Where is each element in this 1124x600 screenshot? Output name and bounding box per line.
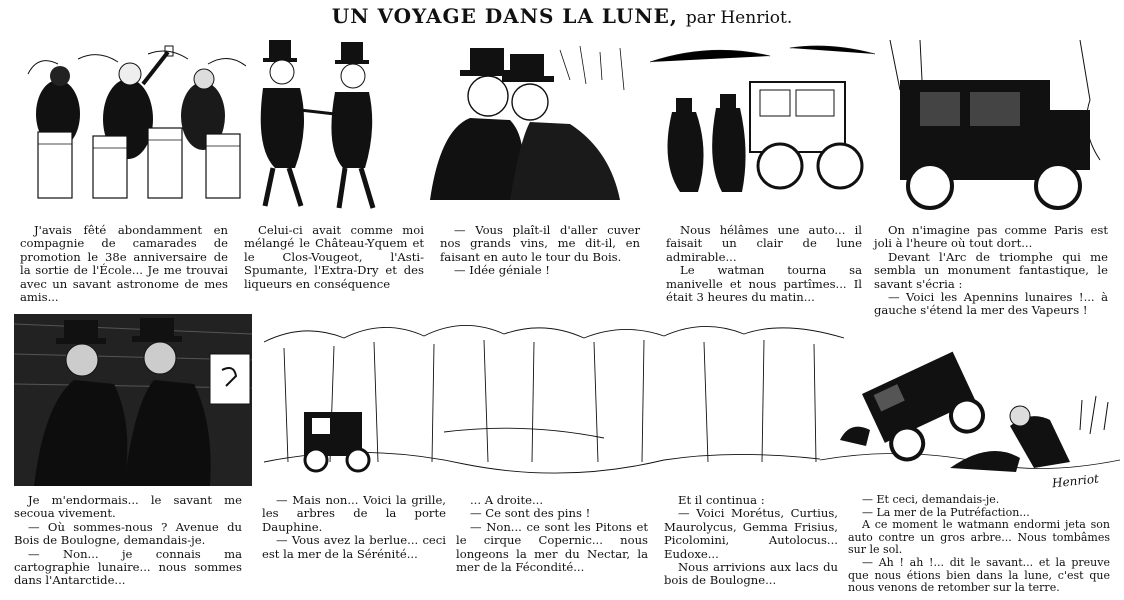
caption-6-paragraph: — Où sommes-nous ? Avenue du Bois de Boulogne, demandais-je. [14,519,242,548]
caption-8 [456,494,648,574]
caption-1 [20,224,228,304]
caption-9 [664,494,838,588]
caption-10-paragraph: — La mer de la Putréfaction... [862,505,1030,519]
auto-hailing-illustration [650,42,875,202]
caption-6 [14,494,242,588]
caption-4-paragraph: Le watman tourna sa manivelle et nous partîmes... Il était 3 heures du matin... [666,263,862,305]
panel-two-gentlemen [255,38,405,216]
sleeping-illustration [14,314,252,486]
caption-10-paragraph: — Ah ! ah !... dit le savant... et la preuve que nous étions bien dans la lune, c'est que nous venons de retomber sur la terre. [848,555,1110,595]
caption-5 [874,224,1108,318]
crash-illustration [820,350,1120,486]
caption-5-paragraph: Devant l'Arc de triomphe qui me sembla un monument fantastique, le savant s'écria : [874,249,1108,291]
panel-talking [410,40,644,200]
panel-sleeping [14,314,252,486]
caption-2 [244,224,424,291]
caption-7-paragraph: — Vous avez la berlue... ceci est la mer de la Sérénité... [262,533,446,561]
banquet-illustration [18,44,250,200]
gentlemen-illustration [255,38,405,216]
talking-illustration [410,40,644,200]
panel-hailing-auto [650,42,875,202]
caption-9-paragraph: Et il continua : [678,493,765,507]
caption-4 [666,224,862,304]
caption-4-paragraph: Nous hélâmes une auto... il faisait un clair de lune admirable... [666,223,862,264]
bois-panorama-illustration [264,312,844,490]
caption-10 [848,494,1110,595]
caption-5-paragraph: On n'imagine pas comme Paris est joli à l'heure où tout dort... [874,223,1108,251]
caption-3-paragraph: — Idée géniale ! [454,263,550,278]
page-title [0,4,1124,28]
caption-6-paragraph: — Non... je connais ma cartographie lunaire... nous sommes dans l'Antarctide... [14,546,242,588]
caption-1-paragraph: J'avais fêté abondamment en compagnie de camarades de promotion le 38e anniversaire de la sortie de l'École... Je me trouvai avec un savant astronome de mes amis... [20,223,228,305]
byline: par Henriot. [685,8,793,28]
caption-7-paragraph: — Mais non... Voici la grille, les arbres de la porte Dauphine. [262,493,446,534]
caption-8-paragraph: ... A droite... [470,493,544,507]
caption-2-paragraph: Celui-ci avait comme moi mélangé le Château-Yquem et le Clos-Vougeot, l'Asti-Spumante, l'Extra-Dry et des liqueurs en conséquence [244,223,424,291]
caption-9-paragraph: Nous arrivions aux lacs du bois de Boulogne... [664,560,838,588]
title-text: UN VOYAGE DANS LA LUNE, [331,4,678,28]
caption-10-paragraph: A ce moment le watmann endormi jeta son auto contre un gros arbre... Nous tombâmes sur le sol. [848,518,1110,557]
panel-crash [820,350,1120,486]
caption-3-paragraph: — Vous plaît-il d'aller cuver nos grands vins, me dit-il, en faisant en auto le tour du Bois. [440,223,640,264]
caption-10-paragraph: — Et ceci, demandais-je. [862,493,1000,506]
panel-arc-triomphe [880,40,1105,210]
caption-3 [440,224,640,278]
artist-signature: Henriot [1051,471,1100,491]
caption-6-paragraph: Je m'endormais... le savant me secoua vivement. [14,493,242,521]
panel-banquet [18,44,250,200]
arc-triomphe-illustration [880,40,1105,210]
caption-7 [262,494,446,561]
panel-bois-panorama [264,312,844,490]
caption-8-paragraph: — Ce sont des pins ! [470,506,591,521]
caption-9-paragraph: — Voici Morétus, Curtius, Maurolycus, Gemma Frisius, Picolomini, Autolocus... Eudoxe... [664,506,838,561]
caption-5-paragraph: — Voici les Apennins lunaires !... à gauche s'étend la mer des Vapeurs ! [874,290,1108,318]
caption-8-paragraph: — Non... ce sont les Pitons et le cirque Copernic... nous longeons la mer du Nectar, la mer de la Fécondité... [456,519,648,575]
